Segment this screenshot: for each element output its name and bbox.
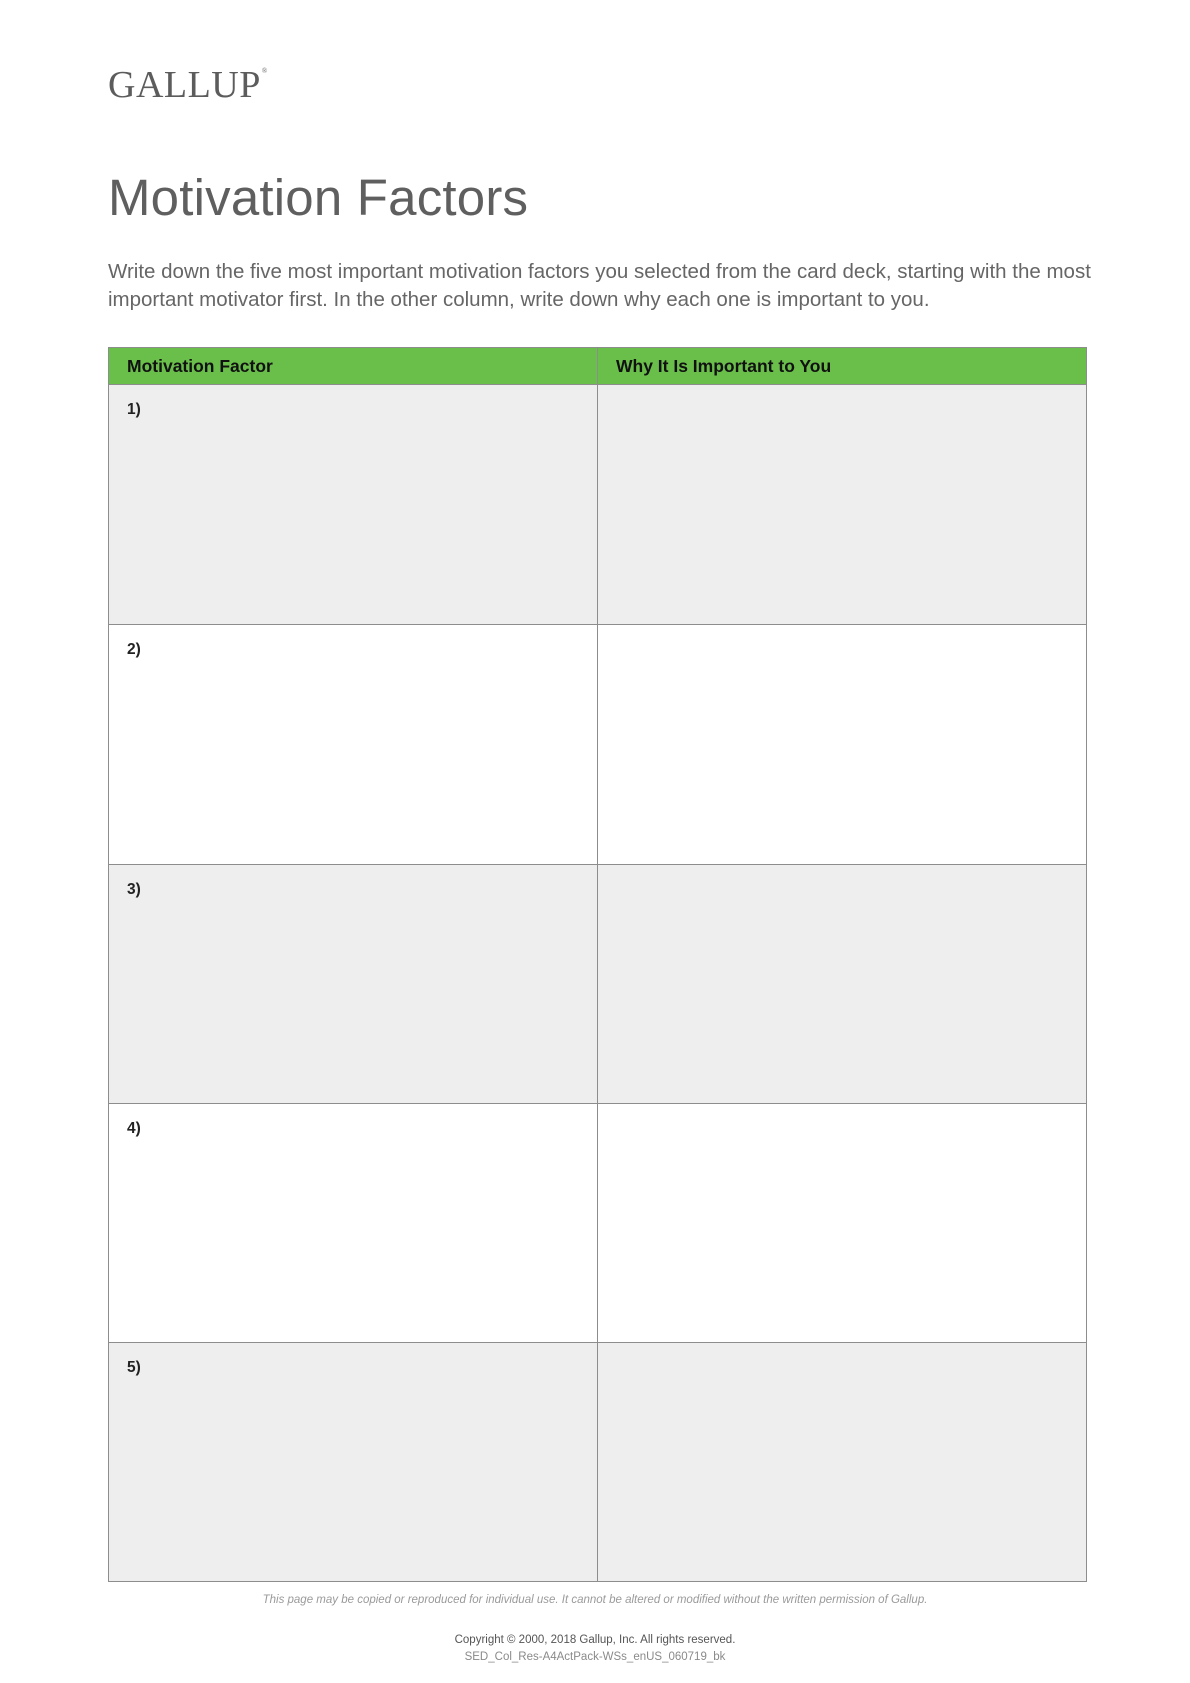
- factor-cell[interactable]: [109, 625, 597, 863]
- reason-cell[interactable]: [597, 385, 1086, 624]
- gallup-logo: [108, 66, 268, 104]
- registered-mark: ®: [261, 67, 268, 75]
- table-row: [109, 1342, 1086, 1581]
- table-row: [109, 624, 1086, 863]
- reason-cell[interactable]: [597, 625, 1086, 863]
- factor-cell[interactable]: [109, 1104, 597, 1342]
- reason-cell[interactable]: [597, 1104, 1086, 1342]
- factor-cell[interactable]: [109, 385, 597, 624]
- reason-cell[interactable]: [597, 1343, 1086, 1581]
- table-header-row: [109, 348, 1086, 385]
- reason-cell[interactable]: [597, 865, 1086, 1103]
- table-row: [109, 385, 1086, 624]
- row-number: 3): [127, 880, 141, 898]
- motivation-table: [108, 347, 1087, 1582]
- factor-cell[interactable]: [109, 1343, 597, 1581]
- copyright-notice: Copyright © 2000, 2018 Gallup, Inc. All rights reserved.: [454, 1634, 736, 1646]
- table-row: [109, 864, 1086, 1103]
- row-number: 1): [127, 401, 141, 418]
- header-motivation-factor: Motivation Factor: [127, 355, 273, 376]
- page-title: Motivation Factors: [108, 169, 529, 226]
- header-why-important: Why It Is Important to You: [597, 348, 1086, 384]
- row-number: 5): [127, 1359, 141, 1377]
- instructions: Write down the five most important motivation factors you selected from the card deck, starting with the most important motivator first. In the other column, write down why each one is important to you.: [108, 260, 1091, 311]
- row-number: 2): [127, 641, 141, 659]
- row-number: 4): [127, 1119, 141, 1137]
- document-code: SED_Col_Res-A4ActPack-WSs_enUS_060719_bk: [464, 1651, 726, 1663]
- usage-disclaimer: This page may be copied or reproduced for individual use. It cannot be altered or modified without the written permission of Gallup.: [262, 1594, 928, 1606]
- logo-text: GALLUP: [108, 64, 261, 106]
- table-row: [109, 1103, 1086, 1342]
- factor-cell[interactable]: [109, 865, 597, 1103]
